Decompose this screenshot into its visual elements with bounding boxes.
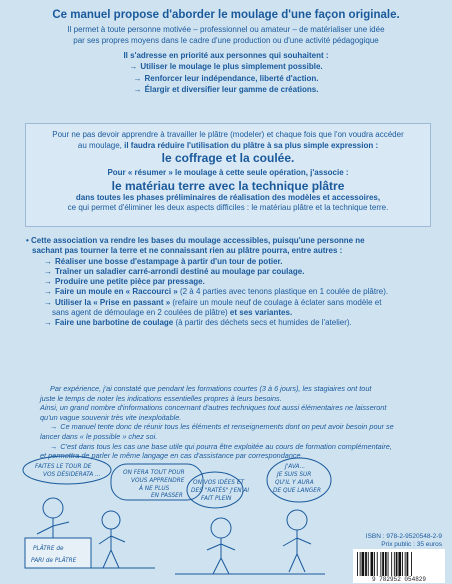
list-item-text: (2 à 4 parties avec tenons plastique en 1 coulée de plâtre). <box>177 287 389 297</box>
list-item-bold: Faire un moule en « Raccourci » <box>55 287 178 297</box>
barcode-bar <box>407 552 409 576</box>
list-item-bold: Faire une barbotine de coulage <box>55 318 174 328</box>
list-item-continued <box>26 308 436 318</box>
barcode-bar <box>365 552 367 576</box>
bubble-text: JE SUIS SUR <box>277 472 312 478</box>
list-item-text: Produire une petite pièce par pressage. <box>55 277 205 287</box>
audience-item-text: Élargir et diversifier leur gamme de créations. <box>144 85 319 94</box>
isbn-number: ISBN : 978-2-9520548-2-9 <box>365 533 442 540</box>
method-line-2-bold: il faudra réduire l'utilisation du plâtre à sa plus simple expression : <box>124 140 379 150</box>
arrow-icon: → <box>44 297 52 307</box>
intro-heading: Ce manuel propose d'aborder le moulage d'une façon originale. <box>52 9 400 21</box>
barcode-bar <box>357 552 358 576</box>
arrow-icon: → <box>50 422 58 432</box>
cartoon-illustration <box>15 450 335 580</box>
audience-item-3 <box>0 84 452 96</box>
arrow-icon: → <box>133 85 142 94</box>
list-intro-2: sachant pas tourner la terre et ne connaissant rien au plâtre pourra, entre autres : <box>32 246 343 256</box>
method-line-4: dans toutes les phases préliminaires de réalisation des modèles et accessoires, <box>75 192 381 202</box>
bubble-text: EN PASSER <box>151 493 183 499</box>
barcode-digits: 9 782952 054829 <box>371 576 426 583</box>
barcode-bar <box>391 552 392 576</box>
method-box <box>25 123 431 227</box>
arrow-icon: → <box>44 318 52 328</box>
audience-item-1 <box>0 61 452 73</box>
list-item-bold: Utiliser la « Prise en passant » <box>55 297 171 307</box>
barcode-bar <box>398 552 401 576</box>
experience-p4b: et permettra de parler le même langage en cas d'assistance par correspondance. <box>40 451 303 461</box>
list-item-text: Traîner un saladier carré-arrondi destiné au moulage par coulage. <box>55 266 305 276</box>
illustration-area <box>0 445 452 584</box>
barcode-bar <box>377 552 378 576</box>
list-item-text: Réaliser une bosse d'estampage à partir d'un tour de potier. <box>55 256 283 266</box>
experience-p2b: qu'un vague souvenir très vite inexploitable. <box>40 412 182 422</box>
audience-heading: Il s'adresse en priorité aux personnes qui souhaitent : <box>123 51 329 60</box>
list-intro-1: Cette association va rendre les bases du moulage accessibles, puisqu'une personne ne <box>31 236 365 245</box>
bubble-text: DE QUE LANGER <box>273 488 321 494</box>
barcode-bar <box>368 552 369 576</box>
bubble-text: FAITES LE TOUR DE <box>35 464 92 470</box>
price: Prix public : 35 euros <box>381 541 442 548</box>
barcode-bar <box>388 552 389 576</box>
intro-line-1: Il permet à toute personne motivée – professionnel ou amateur – de matérialiser une idée <box>67 25 385 34</box>
experience-p3b: lancer dans « le possible » chez soi. <box>40 431 158 441</box>
list-intro: • Cette association va rendre les bases du moulage accessibles, puisqu'une personne ne <box>26 236 365 245</box>
bubble-text: VOS DÉSIDERATA ... <box>43 472 101 478</box>
list-item-text: (à partir des déchets secs et humides de l'atelier). <box>173 318 352 328</box>
bubble-text: VOUS APPRENDRE <box>131 478 185 484</box>
capabilities-list <box>26 236 436 329</box>
arrow-icon: → <box>129 62 138 71</box>
experience-p4a-text: C'est dans tous les cas une base utile qui pourra être exploitée au cours de formation complémentaire, <box>60 441 392 451</box>
barcode-bar <box>380 552 381 576</box>
barcode-bar <box>405 552 406 576</box>
list-item <box>26 287 436 297</box>
method-line-2-start: au moulage, <box>77 140 125 150</box>
bubble-text: ON VOS IDÉES ET <box>193 480 245 486</box>
isbn-block <box>362 533 442 549</box>
list-item-text: (refaire un moule neuf de coulage à éclater sans modèle et <box>170 297 382 307</box>
barcode-bar <box>411 552 412 576</box>
list-item <box>26 318 436 328</box>
arrow-icon: → <box>133 73 142 83</box>
barcode-bar <box>371 552 374 576</box>
intro-line-2: par ses propres moyens dans le cadre d'une production ou d'une activité pédagogique <box>73 35 379 45</box>
barcode-bar <box>396 552 398 576</box>
experience-p1a: Par expérience, j'ai constaté que pendant les formations courtes (3 à 6 jours), les stagiaires ont tout <box>50 384 372 393</box>
list-item-bold: et ses variantes. <box>229 308 293 318</box>
barcode-bar <box>402 552 403 576</box>
intro-section <box>0 8 452 96</box>
list-item <box>26 298 436 308</box>
barcode-bar <box>382 552 384 576</box>
audience-item-text: Utiliser le moulage le plus simplement possible. <box>140 62 323 71</box>
arrow-icon: → <box>44 277 52 287</box>
list-item <box>26 267 436 277</box>
method-line-5: ce qui permet d'éliminer les deux aspects difficiles : le matériau plâtre et la technique terre. <box>67 203 389 212</box>
barcode-bar <box>360 552 361 576</box>
method-line-2 <box>26 141 430 152</box>
list-item <box>26 277 436 287</box>
sign-text: PARI de PLÂTRE <box>31 558 77 564</box>
list-item-text: sans agent de démoulage en 2 coulées de plâtre) <box>52 308 230 318</box>
experience-p1b: juste le temps de noter les indications essentielles propres à leurs besoins. <box>40 393 282 403</box>
method-highlight-2: le matériau terre avec la technique plâtre <box>111 178 345 193</box>
barcode-bar <box>394 552 395 576</box>
bubble-text: QU'IL Y AURA <box>275 480 314 486</box>
audience-item-2 <box>0 73 452 85</box>
method-highlight-1: le coffrage et la coulée. <box>161 151 295 165</box>
sign-text: PLÂTRE de <box>33 546 64 552</box>
experience-p2a: Ainsi, un grand nombre d'informations concernant d'autres techniques tout aussi élémentaires ne laisseront <box>40 403 387 413</box>
barcode-bar <box>374 552 375 576</box>
method-line-1: Pour ne pas devoir apprendre à travailler le plâtre (modeler) et chaque fois que l'on voudra accéder <box>52 130 404 139</box>
bubble-text: À NE PLUS <box>139 486 170 492</box>
barcode-bar <box>385 552 387 576</box>
bubble-text: DES "RATÉS" J'EN AI <box>191 488 250 494</box>
speech-bubble <box>23 456 111 484</box>
arrow-icon: → <box>50 441 58 451</box>
audience-item-text: Renforcer leur indépendance, liberté d'action. <box>144 73 319 83</box>
list-item <box>26 257 436 267</box>
experience-p3a-text: Ce manuel tente donc de réunir tous les éléments et renseignements dont on peut avoir besoin pour se <box>60 422 394 432</box>
barcode-bar <box>362 552 365 576</box>
experience-p3a <box>40 422 436 432</box>
bubble-text: J'AVA... <box>285 464 306 470</box>
bubble-text: ON FERA TOUT POUR <box>123 470 185 476</box>
arrow-icon: → <box>44 256 52 266</box>
arrow-icon: → <box>44 287 52 297</box>
arrow-icon: → <box>44 266 52 276</box>
method-line-3: Pour « résumer » le moulage à cette seule opération, j'associe : <box>107 168 349 177</box>
bubble-text: FAIT PLEIN <box>201 496 232 502</box>
